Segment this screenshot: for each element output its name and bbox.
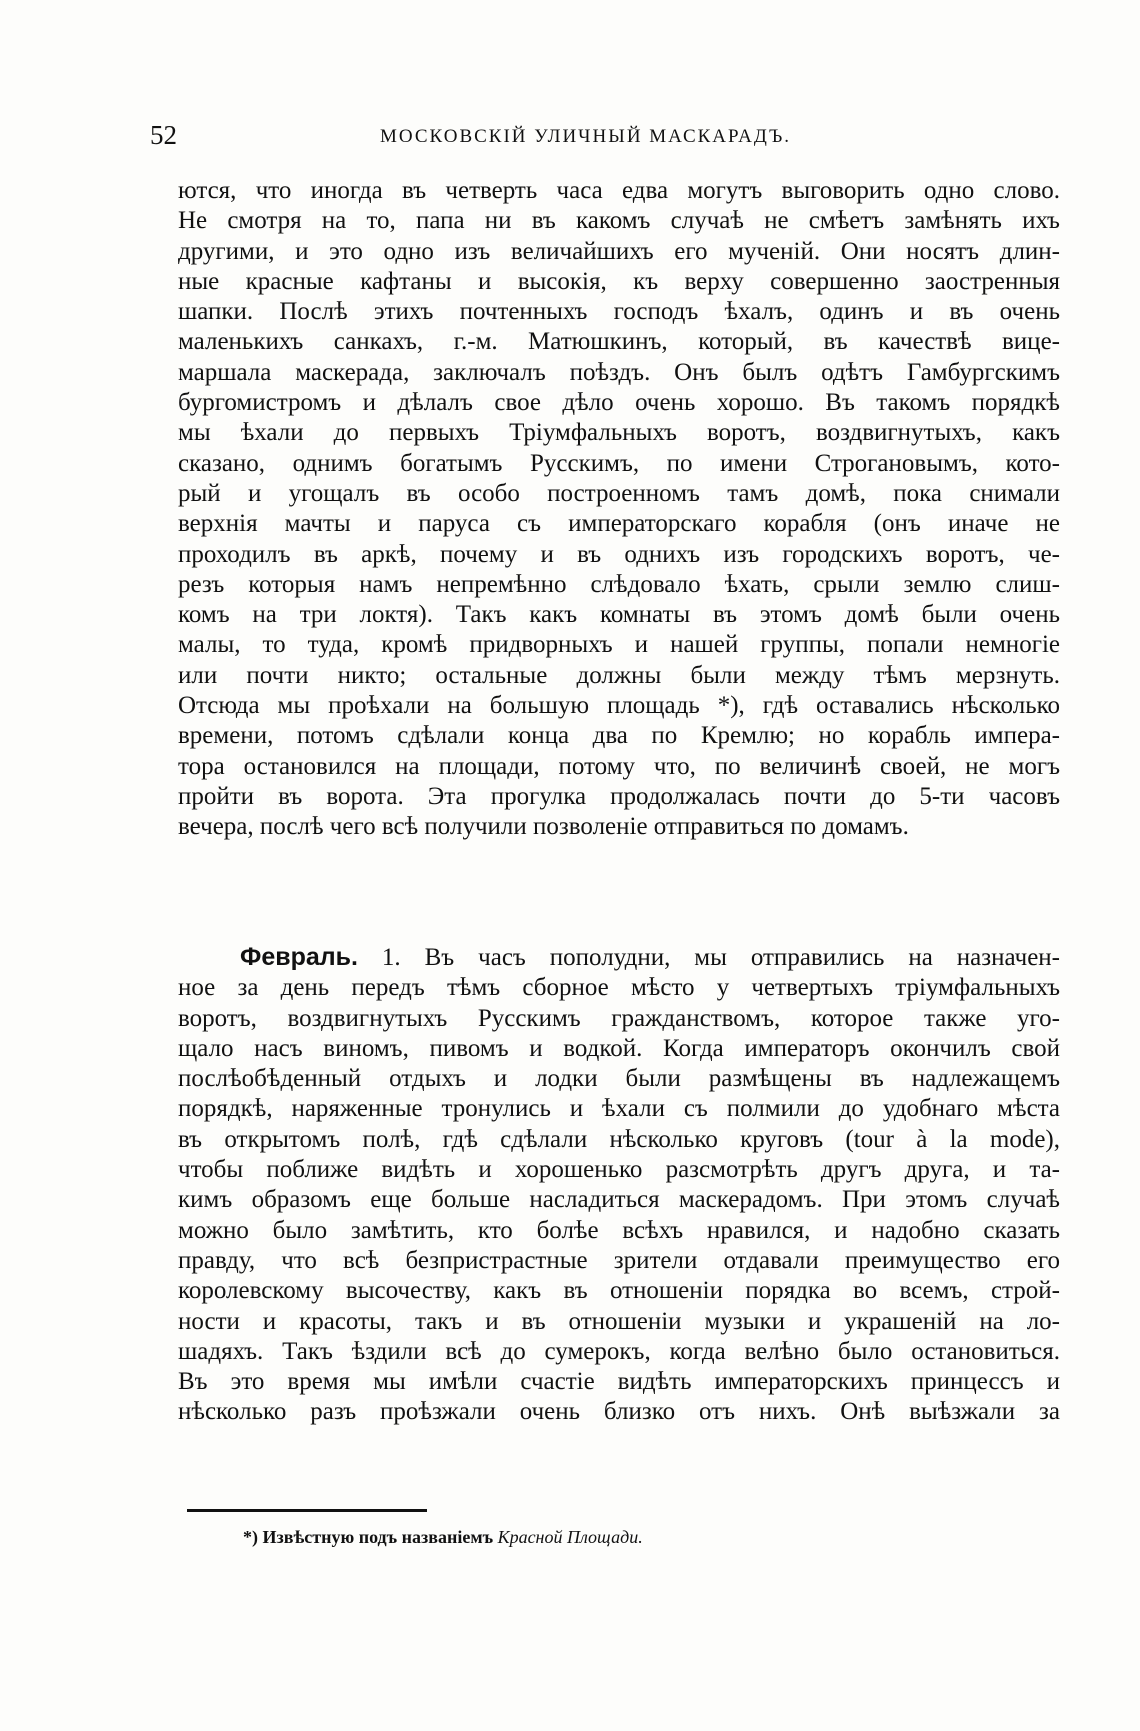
text-line: можно было замѣтить, кто болѣе всѣхъ нравился, и надобно сказать <box>178 1216 1060 1244</box>
text-line: тора остановился на площади, потому что, по величинѣ своей, не могъ <box>178 752 1060 780</box>
text-line: чтобы поближе видѣть и хорошенько разсмотрѣть другъ друга, и та- <box>178 1156 1060 1184</box>
text-line: нѣсколько разъ проѣзжали очень близко отъ нихъ. Онѣ выѣзжали за <box>178 1398 1060 1426</box>
text-line: малы, то туда, кромѣ придворныхъ и нашей группы, попали немногіе <box>178 631 1060 659</box>
text-line: маршала маскерада, заключалъ поѣздъ. Онъ былъ одѣтъ Гамбургскимъ <box>178 358 1060 386</box>
text-line: верхнія мачты и паруса съ императорскаго корабля (онъ иначе не <box>178 510 1060 538</box>
text-line: кимъ образомъ еще больше насладиться маскерадомъ. При этомъ случаѣ <box>178 1186 1060 1214</box>
text-line-first <box>178 942 1060 973</box>
text-line: порядкѣ, наряженные тронулись и ѣхали съ полмили до удобнаго мѣста <box>178 1095 1060 1123</box>
text-line: мы ѣхали до первыхъ Тріумфальныхъ воротъ, воздвигнутыхъ, какъ <box>178 419 1060 447</box>
text-line: ные красные кафтаны и высокія, къ верху совершенно заостренныя <box>178 267 1060 295</box>
footnote-rule <box>187 1509 427 1512</box>
text-line: маленькихъ санкахъ, г.-м. Матюшкинъ, который, въ качествѣ вице- <box>178 328 1060 356</box>
footnote-marker-text: *) Извѣстную подъ названіемъ <box>243 1527 498 1547</box>
text-line: правду, что всѣ безпристрастные зрители отдавали преимущество его <box>178 1246 1060 1274</box>
paragraph-2 <box>178 942 1060 1428</box>
text-line: ности и красоты, такъ и въ отношеніи музыки и украшеній на ло- <box>178 1307 1060 1335</box>
first-line-text: 1. Въ часъ пополудни, мы отправились на назначен- <box>357 944 1060 971</box>
text-line: послѣобѣденный отдыхъ и лодки были размѣщены въ надлежащемъ <box>178 1065 1060 1093</box>
text-line: проходилъ въ аркѣ, почему и въ однихъ изъ городскихъ воротъ, че- <box>178 540 1060 568</box>
text-line: резъ которыя намъ непремѣнно слѣдовало ѣхать, срыли землю слиш- <box>178 570 1060 598</box>
text-line: Не смотря на то, папа ни въ какомъ случаѣ не смѣетъ замѣнять ихъ <box>178 207 1060 235</box>
paragraph-1 <box>178 176 1060 843</box>
text-line: шадяхъ. Такъ ѣздили всѣ до сумерокъ, когда велѣно было остановиться. <box>178 1337 1060 1365</box>
text-line: ное за день передъ тѣмъ сборное мѣсто у четвертыхъ тріумфальныхъ <box>178 974 1060 1002</box>
text-line: щало насъ виномъ, пивомъ и водкой. Когда императоръ окончилъ свой <box>178 1034 1060 1062</box>
footnote-italic-text: Красной Площади. <box>497 1527 643 1547</box>
text-line: шапки. Послѣ этихъ почтенныхъ господъ ѣхалъ, одинъ и въ очень <box>178 298 1060 326</box>
text-line: комъ на три локтя). Такъ какъ комнаты въ этомъ домѣ были очень <box>178 601 1060 629</box>
text-line: времени, потомъ сдѣлали конца два по Кремлю; но корабль импера- <box>178 722 1060 750</box>
running-head <box>150 118 1058 152</box>
text-line: Въ это время мы имѣли счастіе видѣть императорскихъ принцессъ и <box>178 1368 1060 1396</box>
text-line: Отсюда мы проѣхали на большую площадь *), гдѣ оставались нѣсколько <box>178 692 1060 720</box>
text-line: королевскому высочеству, какъ въ отношеніи порядка во всемъ, строй- <box>178 1277 1060 1305</box>
text-line: другими, и это одно изъ величайшихъ его мученій. Они носятъ длин- <box>178 237 1060 265</box>
text-line: сказано, однимъ богатымъ Русскимъ, по имени Строгановымъ, кото- <box>178 449 1060 477</box>
text-line: вечера, послѣ чего всѣ получили позволеніе отправиться по домамъ. <box>178 813 909 841</box>
footnote <box>243 1524 643 1550</box>
text-line: въ открытомъ полѣ, гдѣ сдѣлали нѣсколько круговъ (tour à la mode), <box>178 1125 1060 1153</box>
page-number: 52 <box>150 120 177 150</box>
text-line: ются, что иногда въ четверть часа едва могутъ выговорить одно слово. <box>178 177 1060 204</box>
text-line: пройти въ ворота. Эта прогулка продолжалась почти до 5-ти часовъ <box>178 782 1060 810</box>
text-line: рый и угощалъ въ особо построенномъ тамъ домѣ, пока снимали <box>178 479 1060 507</box>
run-in-heading: Февраль. <box>240 943 358 971</box>
running-head-title: МОСКОВСКІЙ УЛИЧНЫЙ МАСКАРАДЪ. <box>380 126 792 147</box>
text-line: бургомистромъ и дѣлалъ свое дѣло очень хорошо. Въ такомъ порядкѣ <box>178 389 1060 417</box>
text-line: воротъ, воздвигнутыхъ Русскимъ гражданствомъ, которое также уго- <box>178 1004 1060 1032</box>
text-line: или почти никто; остальные должны были между тѣмъ мерзнуть. <box>178 661 1060 689</box>
